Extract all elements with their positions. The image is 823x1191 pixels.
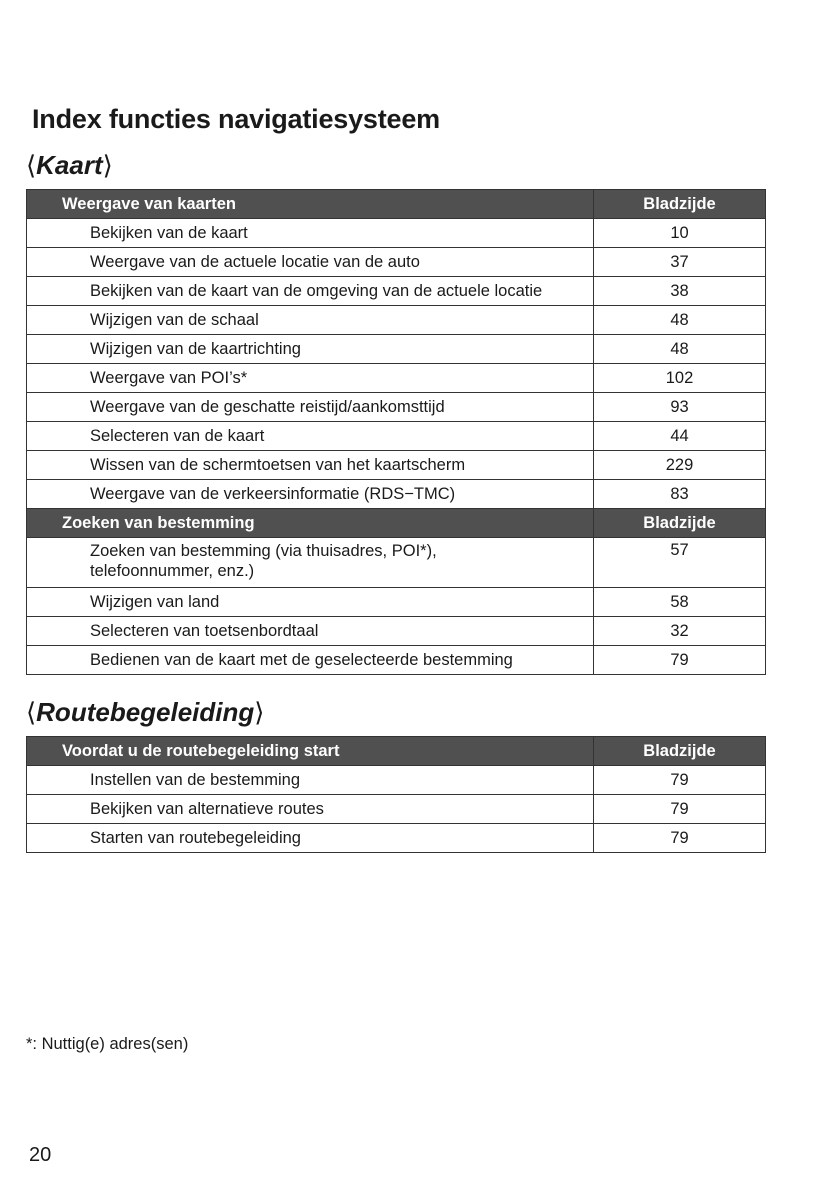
- table-header-title: Zoeken van bestemming: [27, 509, 594, 538]
- row-label: Selecteren van de kaart: [27, 422, 594, 451]
- row-label: Wijzigen van de kaartrichting: [27, 335, 594, 364]
- row-label: Weergave van de verkeersinformatie (RDS−TMC): [27, 480, 594, 509]
- row-label: Instellen van de bestemming: [27, 766, 594, 795]
- footnote: *: Nuttig(e) adres(sen): [26, 1035, 189, 1053]
- row-page: 32: [594, 617, 766, 646]
- table-header-row: [27, 509, 766, 538]
- row-page: 44: [594, 422, 766, 451]
- table-header-page: Bladzijde: [594, 190, 766, 219]
- table-row: [27, 480, 766, 509]
- row-page: 38: [594, 277, 766, 306]
- row-label: Bekijken van alternatieve routes: [27, 795, 594, 824]
- row-page: 79: [594, 766, 766, 795]
- row-page: 93: [594, 393, 766, 422]
- row-label-line-2: telefoonnummer, enz.): [90, 562, 255, 580]
- table-header-row: [27, 190, 766, 219]
- row-label: Weergave van de actuele locatie van de auto: [27, 248, 594, 277]
- table-row: [27, 364, 766, 393]
- row-page: 83: [594, 480, 766, 509]
- row-label: Weergave van de geschatte reistijd/aankomsttijd: [27, 393, 594, 422]
- table-header-page: Bladzijde: [594, 509, 766, 538]
- row-page: 10: [594, 219, 766, 248]
- row-page: 79: [594, 646, 766, 675]
- table-header-row: [27, 737, 766, 766]
- section-heading-routebegeleiding: ⟨Routebegeleiding⟩: [26, 697, 265, 727]
- table-row: [27, 617, 766, 646]
- table-row: [27, 306, 766, 335]
- section-heading-kaart: ⟨Kaart⟩: [26, 150, 113, 180]
- row-label-line-1: Zoeken van bestemming (via thuisadres, POI*),: [90, 542, 437, 560]
- row-page: 48: [594, 306, 766, 335]
- table-row: [27, 248, 766, 277]
- row-label: Wijzigen van de schaal: [27, 306, 594, 335]
- row-page: 79: [594, 795, 766, 824]
- row-label: Selecteren van toetsenbordtaal: [27, 617, 594, 646]
- table-header-page: Bladzijde: [594, 737, 766, 766]
- row-page: 37: [594, 248, 766, 277]
- row-page: 229: [594, 451, 766, 480]
- row-label: Wijzigen van land: [27, 588, 594, 617]
- table-row: [27, 588, 766, 617]
- table-header-title: Voordat u de routebegeleiding start: [27, 737, 594, 766]
- table-row: [27, 422, 766, 451]
- row-label: Starten van routebegeleiding: [27, 824, 594, 853]
- row-label: [27, 538, 594, 588]
- row-label: Bekijken van de kaart: [27, 219, 594, 248]
- table-header-title: Weergave van kaarten: [27, 190, 594, 219]
- table-weergave-van-kaarten: [26, 189, 766, 675]
- table-row: [27, 766, 766, 795]
- row-page: 102: [594, 364, 766, 393]
- table-row: [27, 795, 766, 824]
- row-page: 58: [594, 588, 766, 617]
- table-row: [27, 538, 766, 588]
- row-page: 48: [594, 335, 766, 364]
- page-title: Index functies navigatiesysteem: [32, 104, 440, 134]
- row-page: 57: [594, 538, 766, 588]
- table-row: [27, 393, 766, 422]
- table-row: [27, 219, 766, 248]
- table-row: [27, 646, 766, 675]
- row-page: 79: [594, 824, 766, 853]
- table-row: [27, 824, 766, 853]
- row-label: Bekijken van de kaart van de omgeving van de actuele locatie: [27, 277, 594, 306]
- table-row: [27, 451, 766, 480]
- table-row: [27, 277, 766, 306]
- row-label: Weergave van POI’s*: [27, 364, 594, 393]
- table-voordat-routebegeleiding: [26, 736, 766, 853]
- page-number: 20: [29, 1144, 52, 1166]
- table-row: [27, 335, 766, 364]
- row-label: Wissen van de schermtoetsen van het kaartscherm: [27, 451, 594, 480]
- row-label: Bedienen van de kaart met de geselecteerde bestemming: [27, 646, 594, 675]
